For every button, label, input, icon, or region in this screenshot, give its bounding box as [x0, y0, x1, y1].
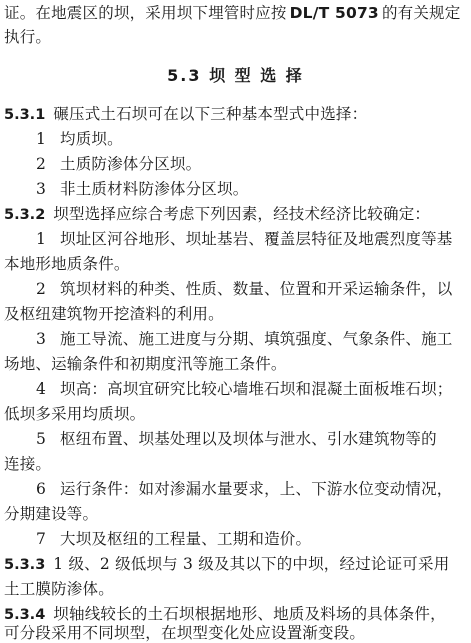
item-text: 大坝及枢纽的工程量、工期和造价。	[60, 530, 312, 548]
clause-text: 坝轴线较长的土石坝根据地形、地质及料场的具体条件，	[53, 605, 446, 623]
clause-number: 5.3.1	[4, 107, 46, 123]
continuation-line-1	[4, 3, 460, 23]
item-number: 4	[36, 380, 47, 398]
list-item-continuation: 及枢纽建筑物开挖渣料的利用。	[4, 305, 224, 323]
clause-5-3-3	[4, 554, 449, 575]
item-number: 2	[36, 280, 47, 298]
list-item	[36, 279, 453, 299]
list-item-continuation: 连接。	[4, 455, 52, 473]
item-number: 7	[36, 530, 47, 548]
continuation-text: 证。在地震区的坝，采用坝下埋管时应按	[4, 4, 287, 22]
continuation-line-2: 执行。	[4, 28, 52, 46]
item-text: 枢纽布置、坝基处理以及坝体与泄水、引水建筑物等的	[60, 430, 437, 448]
item-text: 土质防渗体分区坝。	[60, 155, 202, 173]
list-item-continuation: 低坝多采用均质坝。	[4, 405, 146, 423]
item-number: 5	[36, 430, 47, 448]
list-item	[36, 479, 453, 499]
list-item	[36, 429, 437, 449]
clause-number: 5.3.2	[4, 207, 46, 223]
item-number: 3	[36, 330, 47, 348]
item-number: 1	[36, 230, 47, 248]
item-number: 2	[36, 155, 47, 173]
list-item	[36, 229, 453, 249]
list-item	[36, 179, 248, 199]
section-heading: 5.3 坝 型 选 择	[167, 66, 304, 85]
item-text: 坝址区河谷地形、坝址基岩、覆盖层特征及地震烈度等基	[60, 230, 453, 248]
clause-text: 1 级、2 级低坝与 3 级及其以下的中坝，经过论证可采用	[53, 555, 450, 573]
clause-continuation: 可分段采用不同坝型，在坝型变化处应设置渐变段。	[4, 624, 366, 642]
clause-5-3-1	[4, 104, 367, 125]
item-text: 非土质材料防渗体分区坝。	[60, 180, 249, 198]
clause-number: 5.3.4	[4, 607, 46, 623]
list-item-continuation: 分期建设等。	[4, 505, 99, 523]
list-item	[36, 379, 453, 399]
clause-5-3-2	[4, 204, 430, 225]
item-number: 3	[36, 180, 47, 198]
list-item	[36, 529, 311, 549]
item-text: 运行条件：如对渗漏水量要求，上、下游水位变动情况，	[60, 480, 453, 498]
clause-continuation: 土工膜防渗体。	[4, 580, 114, 598]
list-item-continuation: 本地形地质条件。	[4, 255, 130, 273]
item-number: 1	[36, 130, 47, 148]
item-text: 坝高：高坝宜研究比较心墙堆石坝和混凝土面板堆石坝；	[60, 380, 453, 398]
item-text: 均质坝。	[60, 130, 123, 148]
clause-lead: 碾压式土石坝可在以下三种基本型式中选择：	[53, 105, 368, 123]
item-text: 筑坝材料的种类、性质、数量、位置和开采运输条件，以	[60, 280, 453, 298]
clause-number: 5.3.3	[4, 557, 46, 573]
list-item	[36, 329, 453, 349]
item-text: 施工导流、施工进度与分期、填筑强度、气象条件、施工	[60, 330, 453, 348]
list-item	[36, 154, 201, 174]
list-item-continuation: 场地、运输条件和初期度汛等施工条件。	[4, 355, 287, 373]
clause-5-3-4	[4, 604, 446, 625]
item-number: 6	[36, 480, 47, 498]
continuation-text-end: 的有关规定	[381, 4, 461, 22]
clause-lead: 坝型选择应综合考虑下列因素，经技术经济比较确定：	[53, 205, 431, 223]
list-item	[36, 129, 123, 149]
standard-code: DL/T 5073	[289, 4, 379, 22]
